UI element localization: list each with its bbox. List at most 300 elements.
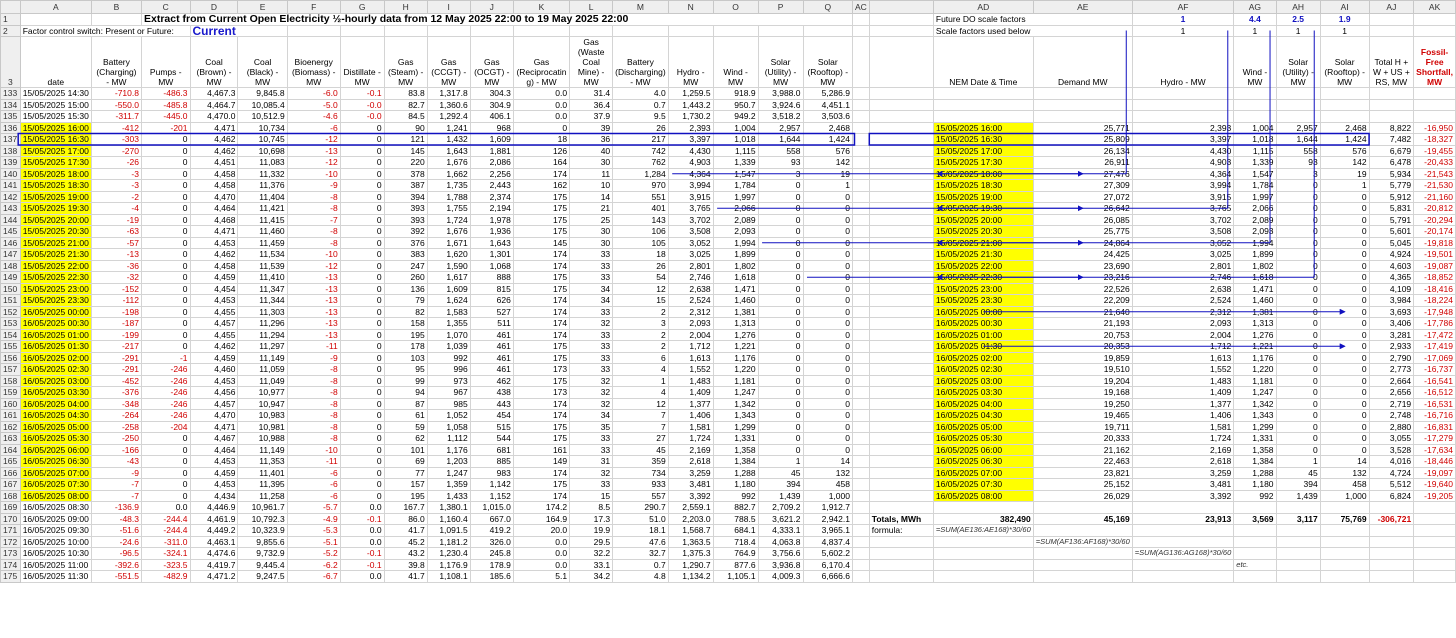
value-cell[interactable]: 558 bbox=[1276, 145, 1320, 157]
value-cell[interactable]: 0 bbox=[340, 456, 384, 468]
value-cell[interactable]: 19,204 bbox=[1033, 375, 1132, 387]
cell[interactable] bbox=[869, 352, 933, 364]
value-cell[interactable]: -8 bbox=[287, 433, 340, 445]
date-cell[interactable]: 15/05/2025 22:30 bbox=[20, 272, 91, 284]
value-cell[interactable]: 1,284 bbox=[613, 168, 669, 180]
value-cell[interactable]: -19,205 bbox=[1414, 490, 1456, 502]
value-cell[interactable]: 1,134.2 bbox=[668, 571, 713, 583]
value-cell[interactable]: -8 bbox=[287, 375, 340, 387]
value-cell[interactable]: 103 bbox=[384, 352, 427, 364]
nem-date-cell[interactable]: 16/05/2025 03:00 bbox=[933, 375, 1033, 387]
value-cell[interactable]: 2,203.0 bbox=[668, 513, 713, 525]
value-cell[interactable]: 0 bbox=[1276, 191, 1320, 203]
value-cell[interactable]: -136.9 bbox=[91, 502, 141, 514]
value-cell[interactable]: 888 bbox=[470, 272, 513, 284]
value-cell[interactable]: -0.0 bbox=[340, 99, 384, 111]
value-cell[interactable]: 1,460 bbox=[1234, 295, 1276, 307]
value-cell[interactable]: 145 bbox=[513, 237, 569, 249]
column-header[interactable]: J bbox=[470, 1, 513, 14]
value-cell[interactable]: 1,342 bbox=[713, 398, 758, 410]
value-cell[interactable]: 0 bbox=[1320, 283, 1369, 295]
cell[interactable] bbox=[869, 37, 933, 88]
value-cell[interactable]: -3 bbox=[91, 168, 141, 180]
value-cell[interactable] bbox=[1276, 571, 1320, 583]
cell[interactable] bbox=[869, 444, 933, 456]
date-cell[interactable]: 16/05/2025 01:30 bbox=[20, 341, 91, 353]
value-cell[interactable]: 1,483 bbox=[668, 375, 713, 387]
cell[interactable] bbox=[852, 191, 869, 203]
value-cell[interactable]: 1,547 bbox=[1234, 168, 1276, 180]
date-cell[interactable]: 15/05/2025 23:00 bbox=[20, 283, 91, 295]
cell[interactable] bbox=[713, 25, 758, 37]
value-cell[interactable]: 2,089 bbox=[1234, 214, 1276, 226]
value-cell[interactable]: -16,716 bbox=[1414, 410, 1456, 422]
value-cell[interactable]: -13 bbox=[287, 318, 340, 330]
value-cell[interactable]: 1,406 bbox=[1132, 410, 1234, 422]
value-cell[interactable]: 0 bbox=[1276, 433, 1320, 445]
value-cell[interactable]: 0 bbox=[758, 191, 803, 203]
nem-date-cell[interactable]: 16/05/2025 06:00 bbox=[933, 444, 1033, 456]
cell[interactable] bbox=[852, 168, 869, 180]
value-cell[interactable]: 19,510 bbox=[1033, 364, 1132, 376]
value-cell[interactable]: 5,934 bbox=[1369, 168, 1414, 180]
value-cell[interactable]: 33 bbox=[570, 329, 613, 341]
value-cell[interactable]: 1,730.2 bbox=[668, 111, 713, 123]
value-cell[interactable]: 39 bbox=[570, 122, 613, 134]
value-cell[interactable]: 1,784 bbox=[1234, 180, 1276, 192]
value-cell[interactable]: -0.1 bbox=[340, 88, 384, 100]
value-cell[interactable]: 4,430 bbox=[1132, 145, 1234, 157]
value-cell[interactable]: 1,105.1 bbox=[713, 571, 758, 583]
value-cell[interactable]: 61 bbox=[384, 410, 427, 422]
value-cell[interactable]: 2,656 bbox=[1369, 387, 1414, 399]
value-cell[interactable]: 3,693 bbox=[1369, 306, 1414, 318]
value-cell[interactable]: 1,424 bbox=[1320, 134, 1369, 146]
value-cell[interactable]: 1 bbox=[803, 180, 852, 192]
value-cell[interactable]: -19,501 bbox=[1414, 249, 1456, 261]
value-cell[interactable] bbox=[1414, 548, 1456, 560]
value-cell[interactable]: 0.0 bbox=[141, 502, 190, 514]
cell[interactable] bbox=[852, 203, 869, 215]
value-cell[interactable]: 4,464.7 bbox=[190, 99, 238, 111]
value-cell[interactable]: 2,801 bbox=[1132, 260, 1234, 272]
value-cell[interactable]: 33 bbox=[570, 341, 613, 353]
value-cell[interactable]: 419.2 bbox=[470, 525, 513, 537]
value-cell[interactable]: 5,045 bbox=[1369, 237, 1414, 249]
value-cell[interactable]: -16,831 bbox=[1414, 421, 1456, 433]
value-cell[interactable]: 1,115 bbox=[1234, 145, 1276, 157]
value-cell[interactable]: 0.0 bbox=[340, 536, 384, 548]
row-header[interactable]: 153 bbox=[1, 318, 21, 330]
value-cell[interactable]: 1,203 bbox=[427, 456, 470, 468]
value-cell[interactable]: 0 bbox=[803, 444, 852, 456]
value-cell[interactable]: 11,296 bbox=[238, 318, 287, 330]
cell[interactable] bbox=[1414, 25, 1456, 37]
cell[interactable] bbox=[852, 571, 869, 583]
value-cell[interactable]: 1,581 bbox=[1132, 421, 1234, 433]
value-cell[interactable]: 1,292.4 bbox=[427, 111, 470, 123]
value-cell[interactable]: 1,735 bbox=[427, 180, 470, 192]
cell[interactable] bbox=[852, 433, 869, 445]
value-cell[interactable]: 544 bbox=[470, 433, 513, 445]
nem-date-cell[interactable]: 16/05/2025 05:30 bbox=[933, 433, 1033, 445]
value-cell[interactable]: 1,997 bbox=[713, 191, 758, 203]
value-cell[interactable]: 0.0 bbox=[513, 536, 569, 548]
value-cell[interactable]: 84.5 bbox=[384, 111, 427, 123]
column-heading[interactable]: Gas (Reciprocatin g) - MW bbox=[513, 37, 569, 88]
value-cell[interactable]: 0 bbox=[141, 191, 190, 203]
value-cell[interactable]: 2,880 bbox=[1369, 421, 1414, 433]
value-cell[interactable]: 11,347 bbox=[238, 283, 287, 295]
value-cell[interactable]: 22,209 bbox=[1033, 295, 1132, 307]
row-header[interactable]: 137 bbox=[1, 134, 21, 146]
cell[interactable] bbox=[852, 295, 869, 307]
value-cell[interactable]: 394 bbox=[384, 191, 427, 203]
value-cell[interactable]: 1,176 bbox=[1234, 352, 1276, 364]
value-cell[interactable]: 174 bbox=[513, 490, 569, 502]
cell[interactable] bbox=[869, 559, 933, 571]
value-cell[interactable] bbox=[1132, 536, 1234, 548]
value-cell[interactable]: 1,439 bbox=[758, 490, 803, 502]
value-cell[interactable]: -452 bbox=[91, 375, 141, 387]
date-cell[interactable]: 16/05/2025 11:30 bbox=[20, 571, 91, 583]
value-cell[interactable]: 5,791 bbox=[1369, 214, 1414, 226]
nem-date-cell[interactable]: 15/05/2025 18:00 bbox=[933, 168, 1033, 180]
value-cell[interactable]: 0 bbox=[803, 306, 852, 318]
value-cell[interactable]: 576 bbox=[1320, 145, 1369, 157]
value-cell[interactable]: 19,711 bbox=[1033, 421, 1132, 433]
nem-date-cell[interactable]: 15/05/2025 19:00 bbox=[933, 191, 1033, 203]
value-cell[interactable]: 174 bbox=[513, 295, 569, 307]
value-cell[interactable]: 195 bbox=[384, 329, 427, 341]
value-cell[interactable]: -17,069 bbox=[1414, 352, 1456, 364]
column-header[interactable]: F bbox=[287, 1, 340, 14]
value-cell[interactable]: 30 bbox=[570, 226, 613, 238]
cell[interactable] bbox=[852, 559, 869, 571]
value-cell[interactable]: 2,790 bbox=[1369, 352, 1414, 364]
value-cell[interactable]: -8 bbox=[287, 398, 340, 410]
value-cell[interactable]: 1,220 bbox=[713, 364, 758, 376]
value-cell[interactable]: 4,460 bbox=[190, 364, 238, 376]
value-cell[interactable]: 4,451 bbox=[190, 157, 238, 169]
date-cell[interactable]: 15/05/2025 14:30 bbox=[20, 88, 91, 100]
value-cell[interactable]: -96.5 bbox=[91, 548, 141, 560]
value-cell[interactable]: 41.7 bbox=[384, 525, 427, 537]
value-cell[interactable]: 1,355 bbox=[427, 318, 470, 330]
value-cell[interactable]: 20,333 bbox=[1033, 433, 1132, 445]
value-cell[interactable]: -311.7 bbox=[91, 111, 141, 123]
value-cell[interactable]: -9 bbox=[91, 467, 141, 479]
value-cell[interactable] bbox=[1414, 111, 1456, 123]
value-cell[interactable]: 3,392 bbox=[668, 490, 713, 502]
date-cell[interactable]: 16/05/2025 03:00 bbox=[20, 375, 91, 387]
value-cell[interactable]: -445.0 bbox=[141, 111, 190, 123]
value-cell[interactable]: 1,724 bbox=[427, 214, 470, 226]
value-cell[interactable] bbox=[1320, 571, 1369, 583]
value-cell[interactable]: 985 bbox=[427, 398, 470, 410]
value-cell[interactable]: 23,690 bbox=[1033, 260, 1132, 272]
value-cell[interactable]: 93 bbox=[1276, 157, 1320, 169]
value-cell[interactable]: 11,149 bbox=[238, 352, 287, 364]
cell[interactable] bbox=[869, 88, 933, 100]
value-cell[interactable]: 4,470.0 bbox=[190, 111, 238, 123]
value-cell[interactable]: 10,947 bbox=[238, 398, 287, 410]
value-cell[interactable]: 0 bbox=[141, 467, 190, 479]
cell[interactable] bbox=[869, 421, 933, 433]
value-cell[interactable]: 4,453 bbox=[190, 479, 238, 491]
value-cell[interactable]: 247 bbox=[384, 260, 427, 272]
value-cell[interactable]: 4,462 bbox=[190, 249, 238, 261]
column-heading[interactable]: Coal (Black) - MW bbox=[238, 37, 287, 88]
row-header[interactable]: 134 bbox=[1, 99, 21, 111]
used-scale-factor[interactable]: 1 bbox=[1276, 25, 1320, 37]
value-cell[interactable]: 2,719 bbox=[1369, 398, 1414, 410]
column-header[interactable]: D bbox=[190, 1, 238, 14]
value-cell[interactable]: -21,160 bbox=[1414, 191, 1456, 203]
used-scale-factor[interactable]: 1 bbox=[1320, 25, 1369, 37]
row-header[interactable]: 159 bbox=[1, 387, 21, 399]
value-cell[interactable]: 2,089 bbox=[713, 214, 758, 226]
nem-date-cell[interactable]: 15/05/2025 20:30 bbox=[933, 226, 1033, 238]
value-cell[interactable]: 1,299 bbox=[1234, 421, 1276, 433]
value-cell[interactable]: 4,471.2 bbox=[190, 571, 238, 583]
column-header[interactable]: A bbox=[20, 1, 91, 14]
value-cell[interactable]: 0 bbox=[141, 318, 190, 330]
value-cell[interactable]: 32 bbox=[570, 387, 613, 399]
cell[interactable] bbox=[852, 329, 869, 341]
value-cell[interactable]: 105 bbox=[613, 237, 669, 249]
value-cell[interactable] bbox=[1369, 571, 1414, 583]
value-cell[interactable]: 174 bbox=[513, 249, 569, 261]
row-header[interactable]: 141 bbox=[1, 180, 21, 192]
value-cell[interactable]: 1,424 bbox=[803, 134, 852, 146]
value-cell[interactable]: 992 bbox=[1234, 490, 1276, 502]
value-cell[interactable]: 4,603 bbox=[1369, 260, 1414, 272]
value-cell[interactable]: 34 bbox=[570, 283, 613, 295]
value-cell[interactable]: 1,409 bbox=[668, 387, 713, 399]
value-cell[interactable]: 0 bbox=[803, 421, 852, 433]
value-cell[interactable] bbox=[1132, 571, 1234, 583]
value-cell[interactable]: -20,294 bbox=[1414, 214, 1456, 226]
value-cell[interactable] bbox=[1369, 88, 1414, 100]
value-cell[interactable]: -16,541 bbox=[1414, 375, 1456, 387]
value-cell[interactable]: 290.7 bbox=[613, 502, 669, 514]
value-cell[interactable] bbox=[1234, 502, 1276, 514]
nem-date-cell[interactable]: 15/05/2025 22:00 bbox=[933, 260, 1033, 272]
value-cell[interactable]: 1,802 bbox=[713, 260, 758, 272]
value-cell[interactable]: 11,353 bbox=[238, 456, 287, 468]
value-cell[interactable]: 11 bbox=[570, 168, 613, 180]
row-header[interactable]: 170 bbox=[1, 513, 21, 525]
value-cell[interactable]: 0 bbox=[803, 352, 852, 364]
nem-date-cell[interactable] bbox=[933, 571, 1033, 583]
value-cell[interactable]: 462 bbox=[470, 375, 513, 387]
value-cell[interactable]: 4,453 bbox=[190, 237, 238, 249]
value-cell[interactable] bbox=[1414, 99, 1456, 111]
value-cell[interactable]: 1,384 bbox=[1234, 456, 1276, 468]
value-cell[interactable]: -112 bbox=[91, 295, 141, 307]
value-cell[interactable]: 4.0 bbox=[613, 88, 669, 100]
value-cell[interactable]: 1,978 bbox=[470, 214, 513, 226]
value-cell[interactable]: 4,461.9 bbox=[190, 513, 238, 525]
value-cell[interactable]: 31 bbox=[570, 456, 613, 468]
value-cell[interactable]: 95 bbox=[384, 364, 427, 376]
cell[interactable] bbox=[852, 134, 869, 146]
column-heading[interactable]: Hydro - MW bbox=[1132, 37, 1234, 88]
value-cell[interactable]: -13 bbox=[287, 272, 340, 284]
value-cell[interactable]: 3,025 bbox=[1132, 249, 1234, 261]
value-cell[interactable]: 1,375.3 bbox=[668, 548, 713, 560]
value-cell[interactable]: 1,552 bbox=[1132, 364, 1234, 376]
cell[interactable] bbox=[613, 25, 669, 37]
value-cell[interactable]: 1,176 bbox=[427, 444, 470, 456]
value-cell[interactable]: 2 bbox=[613, 341, 669, 353]
value-cell[interactable]: 19.9 bbox=[570, 525, 613, 537]
value-cell[interactable]: 877.6 bbox=[713, 559, 758, 571]
value-cell[interactable] bbox=[1276, 502, 1320, 514]
value-cell[interactable]: 950.7 bbox=[713, 99, 758, 111]
value-cell[interactable]: 0 bbox=[1276, 306, 1320, 318]
value-cell[interactable]: -18,416 bbox=[1414, 283, 1456, 295]
value-cell[interactable]: 4,446.9 bbox=[190, 502, 238, 514]
value-cell[interactable]: -24.6 bbox=[91, 536, 141, 548]
value-cell[interactable]: 1,381 bbox=[1234, 306, 1276, 318]
value-cell[interactable]: -482.9 bbox=[141, 571, 190, 583]
date-cell[interactable]: 16/05/2025 04:00 bbox=[20, 398, 91, 410]
value-cell[interactable]: 19,465 bbox=[1033, 410, 1132, 422]
value-cell[interactable]: 3,052 bbox=[1132, 237, 1234, 249]
value-cell[interactable]: 26 bbox=[613, 260, 669, 272]
value-cell[interactable]: 33 bbox=[570, 352, 613, 364]
cell[interactable] bbox=[852, 398, 869, 410]
column-header[interactable]: AC bbox=[852, 1, 869, 14]
value-cell[interactable]: 1,936 bbox=[470, 226, 513, 238]
value-cell[interactable]: 2,638 bbox=[668, 283, 713, 295]
value-cell[interactable]: 10 bbox=[570, 180, 613, 192]
value-cell[interactable]: 1,317.8 bbox=[427, 88, 470, 100]
value-cell[interactable]: 5,286.9 bbox=[803, 88, 852, 100]
value-cell[interactable]: 4,471 bbox=[190, 226, 238, 238]
value-cell[interactable]: 0 bbox=[340, 398, 384, 410]
total-value[interactable]: 45,169 bbox=[1033, 513, 1132, 525]
value-cell[interactable]: 4,462 bbox=[190, 341, 238, 353]
cell[interactable] bbox=[869, 25, 933, 37]
value-cell[interactable]: 1,181.2 bbox=[427, 536, 470, 548]
value-cell[interactable]: -13 bbox=[287, 329, 340, 341]
date-cell[interactable]: 15/05/2025 23:30 bbox=[20, 295, 91, 307]
value-cell[interactable]: 1,613 bbox=[668, 352, 713, 364]
cell[interactable] bbox=[869, 387, 933, 399]
value-cell[interactable]: 4,470 bbox=[190, 410, 238, 422]
value-cell[interactable]: 1,091.5 bbox=[427, 525, 470, 537]
value-cell[interactable]: 5.1 bbox=[513, 571, 569, 583]
value-cell[interactable]: 4,333.1 bbox=[758, 525, 803, 537]
cell[interactable] bbox=[852, 410, 869, 422]
value-cell[interactable]: 1,590 bbox=[427, 260, 470, 272]
cell[interactable] bbox=[869, 134, 933, 146]
value-cell[interactable]: -291 bbox=[91, 364, 141, 376]
value-cell[interactable] bbox=[1132, 99, 1234, 111]
value-cell[interactable]: -291 bbox=[91, 352, 141, 364]
value-cell[interactable]: -6.0 bbox=[287, 88, 340, 100]
value-cell[interactable]: 4,724 bbox=[1369, 467, 1414, 479]
value-cell[interactable]: 0 bbox=[758, 410, 803, 422]
value-cell[interactable]: 0 bbox=[340, 364, 384, 376]
cell[interactable] bbox=[869, 341, 933, 353]
value-cell[interactable]: 0.0 bbox=[513, 548, 569, 560]
value-cell[interactable]: 0 bbox=[758, 237, 803, 249]
value-cell[interactable]: 0 bbox=[758, 387, 803, 399]
future-factors-label[interactable]: Future DO scale factors bbox=[933, 14, 1132, 26]
value-cell[interactable]: 684.1 bbox=[713, 525, 758, 537]
cell[interactable] bbox=[869, 456, 933, 468]
column-header[interactable]: K bbox=[513, 1, 569, 14]
value-cell[interactable]: 0 bbox=[803, 260, 852, 272]
value-cell[interactable]: 1,994 bbox=[1234, 237, 1276, 249]
value-cell[interactable]: 3,936.8 bbox=[758, 559, 803, 571]
value-cell[interactable]: 0 bbox=[758, 283, 803, 295]
value-cell[interactable]: 4,837.4 bbox=[803, 536, 852, 548]
value-cell[interactable]: -485.8 bbox=[141, 99, 190, 111]
value-cell[interactable] bbox=[1033, 525, 1132, 537]
value-cell[interactable]: 1,331 bbox=[713, 433, 758, 445]
value-cell[interactable]: 0 bbox=[1320, 329, 1369, 341]
value-cell[interactable]: 0 bbox=[1320, 272, 1369, 284]
cell[interactable] bbox=[852, 502, 869, 514]
value-cell[interactable]: -26 bbox=[91, 157, 141, 169]
value-cell[interactable]: 3,518.2 bbox=[758, 111, 803, 123]
value-cell[interactable]: 1,359 bbox=[427, 479, 470, 491]
value-cell[interactable]: 0 bbox=[1320, 226, 1369, 238]
value-cell[interactable]: 383 bbox=[384, 249, 427, 261]
cell[interactable] bbox=[384, 25, 427, 37]
cell[interactable] bbox=[470, 25, 513, 37]
value-cell[interactable]: 30 bbox=[570, 157, 613, 169]
value-cell[interactable]: 4,464 bbox=[190, 203, 238, 215]
value-cell[interactable]: 5,779 bbox=[1369, 180, 1414, 192]
value-cell[interactable]: 378 bbox=[384, 168, 427, 180]
value-cell[interactable]: 3,756.6 bbox=[758, 548, 803, 560]
value-cell[interactable]: 3,281 bbox=[1369, 329, 1414, 341]
date-cell[interactable]: 15/05/2025 19:00 bbox=[20, 191, 91, 203]
value-cell[interactable]: 3,984 bbox=[1369, 295, 1414, 307]
value-cell[interactable]: -19,087 bbox=[1414, 260, 1456, 272]
value-cell[interactable]: 175 bbox=[513, 191, 569, 203]
value-cell[interactable]: -36 bbox=[91, 260, 141, 272]
cell[interactable] bbox=[869, 283, 933, 295]
value-cell[interactable]: 164.9 bbox=[513, 513, 569, 525]
value-cell[interactable]: 0 bbox=[758, 226, 803, 238]
value-cell[interactable]: 25,152 bbox=[1033, 479, 1132, 491]
value-cell[interactable]: -4 bbox=[91, 203, 141, 215]
value-cell[interactable]: 8,822 bbox=[1369, 122, 1414, 134]
cell[interactable] bbox=[852, 375, 869, 387]
value-cell[interactable]: 933 bbox=[613, 479, 669, 491]
column-header[interactable]: AI bbox=[1320, 1, 1369, 14]
value-cell[interactable]: 0 bbox=[1276, 214, 1320, 226]
cell[interactable] bbox=[852, 536, 869, 548]
value-cell[interactable]: 1,220 bbox=[1234, 364, 1276, 376]
value-cell[interactable]: -10 bbox=[287, 444, 340, 456]
value-cell[interactable]: 0 bbox=[758, 306, 803, 318]
value-cell[interactable]: 1,618 bbox=[1234, 272, 1276, 284]
value-cell[interactable]: 4,364 bbox=[1132, 168, 1234, 180]
cell[interactable] bbox=[852, 318, 869, 330]
value-cell[interactable]: 0 bbox=[141, 203, 190, 215]
value-cell[interactable] bbox=[1234, 111, 1276, 123]
date-cell[interactable]: 15/05/2025 18:30 bbox=[20, 180, 91, 192]
value-cell[interactable]: 304.3 bbox=[470, 88, 513, 100]
